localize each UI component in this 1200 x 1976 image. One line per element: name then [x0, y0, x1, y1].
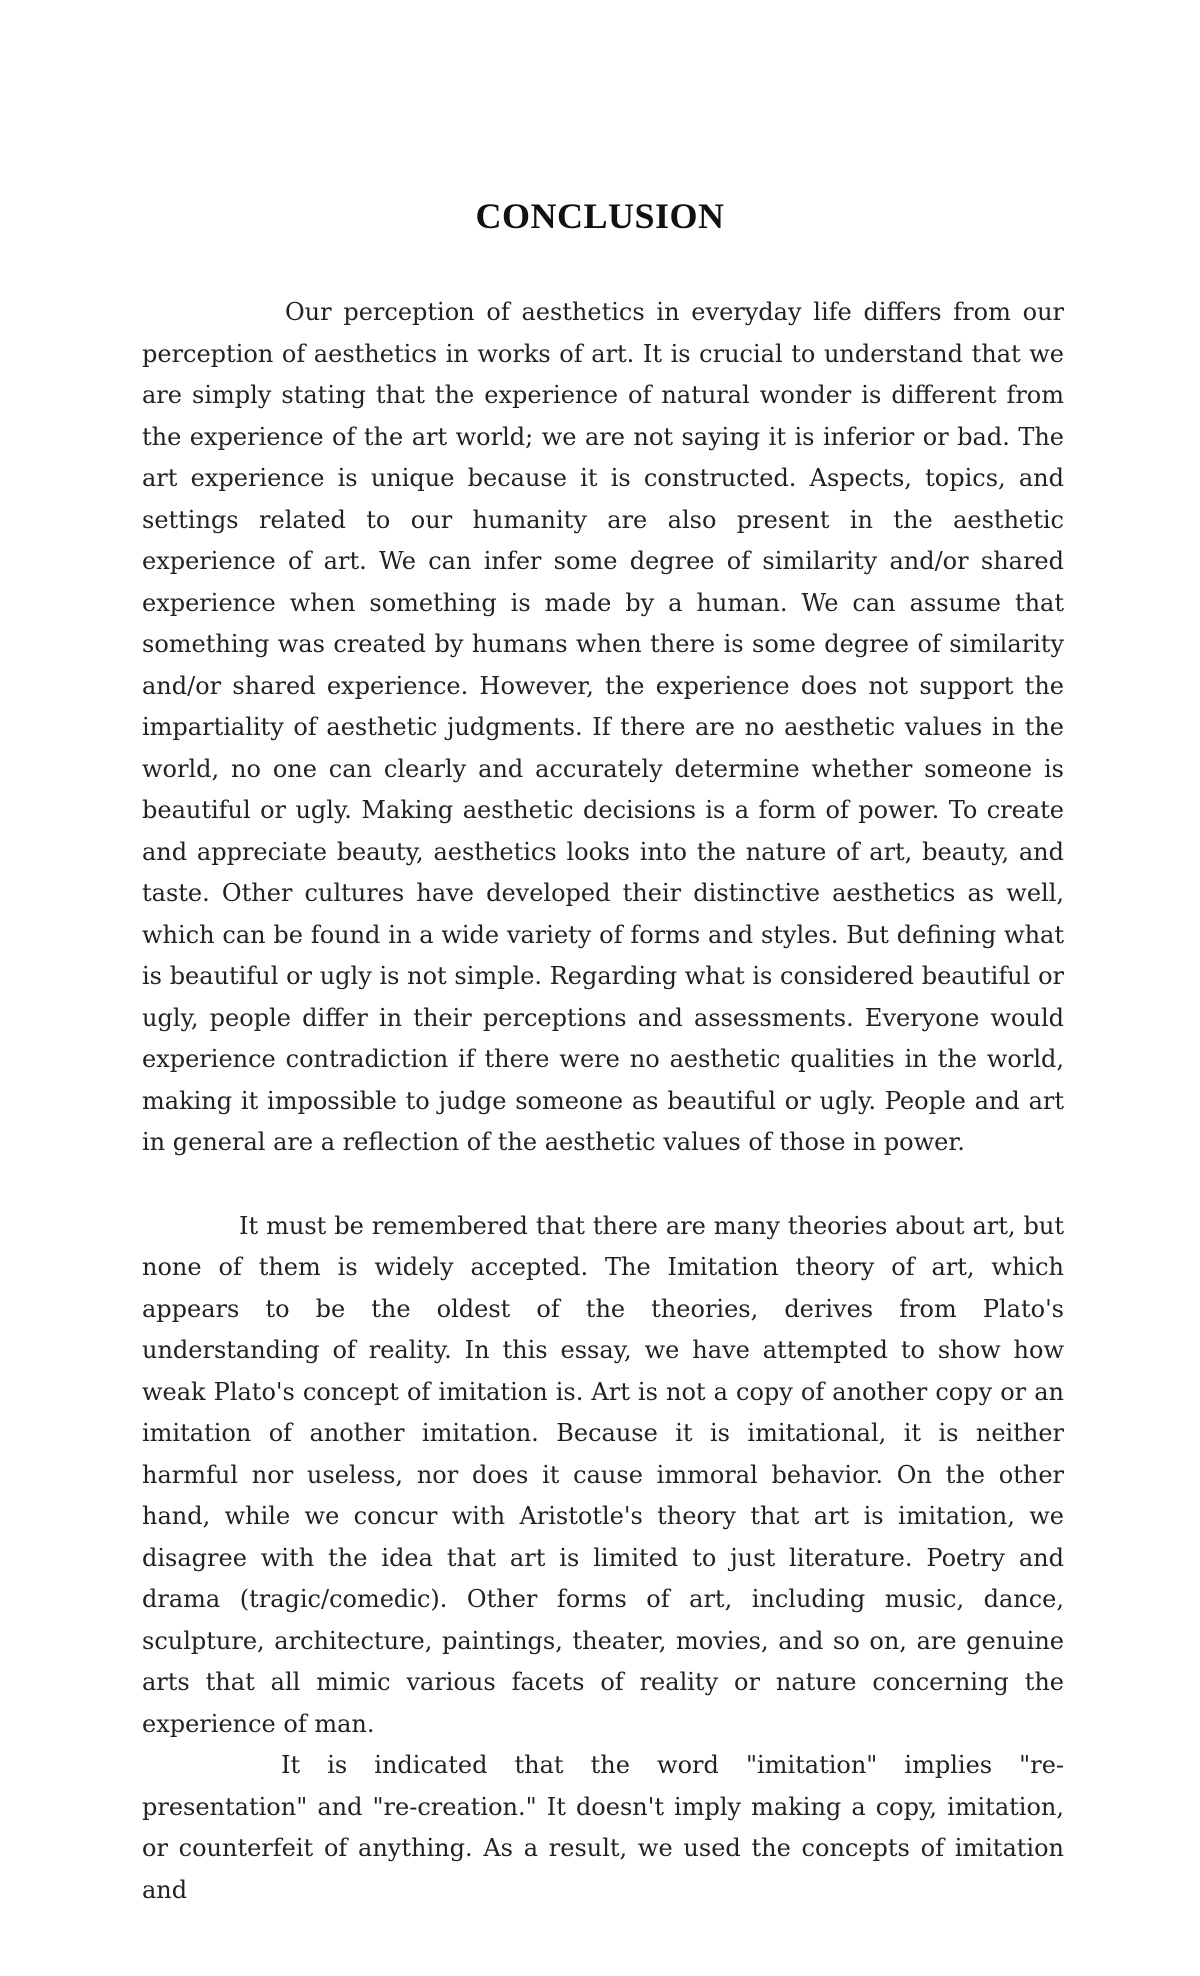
page-title: CONCLUSION — [475, 196, 725, 236]
paragraph-1: Our perception of aesthetics in everyday life differs from our perception of aesthetics in works of art. It is crucial to understand that we are simply stating that the experience of natural wonder is different from the experience of the art world; we are not saying it is inferior or bad. The art experience is unique because it is constructed. Aspects, topics, and settings related to our humanity are also present in the aesthetic experience of art. We can infer some degree of similarity and/or shared experience when something is made by a human. We can assume that something was created by humans when there is some degree of similarity and/or shared experience. However, the experience does not support the impartiality of aesthetic judgments. If there are no aesthetic values in the world, no one can clearly and accurately determine whether someone is beautiful or ugly. Making aesthetic decisions is a form of power. To create and appreciate beauty, aesthetics looks into the nature of art, beauty, and taste. Other cultures have developed their distinctive aesthetics as well, which can be found in a wide variety of forms and styles. But defining what is beautiful or ugly is not simple. Regarding what is considered beautiful or ugly, people differ in their perceptions and assessments. Everyone would experience contradiction if there were no aesthetic qualities in the world, making it impossible to judge someone as beautiful or ugly. People and art in general are a reflection of the aesthetic values of those in power. — [142, 298, 1064, 1156]
paragraph-3: It is indicated that the word "imitation" implies "re-presentation" and "re-creation." It doesn't imply making a copy, imitation, or counterfeit of anything. As a result, we used the concepts of imitation and — [142, 1751, 1064, 1904]
paragraph-2: It must be remembered that there are many theories about art, but none of them is widely accepted. The Imitation theory of art, which appears to be the oldest of the theories, derives from Plato's understanding of reality. In this essay, we have attempted to show how weak Plato's concept of imitation is. Art is not a copy of another copy or an imitation of another imitation. Because it is imitational, it is neither harmful nor useless, nor does it cause immoral behavior. On the other hand, while we concur with Aristotle's theory that art is imitation, we disagree with the idea that art is limited to just literature. Poetry and drama (tragic/comedic). Other forms of art, including music, dance, sculpture, architecture, paintings, theater, movies, and so on, are genuine arts that all mimic various facets of reality or nature concerning the experience of man. — [142, 1211, 1064, 1738]
body-text — [142, 292, 1064, 1911]
